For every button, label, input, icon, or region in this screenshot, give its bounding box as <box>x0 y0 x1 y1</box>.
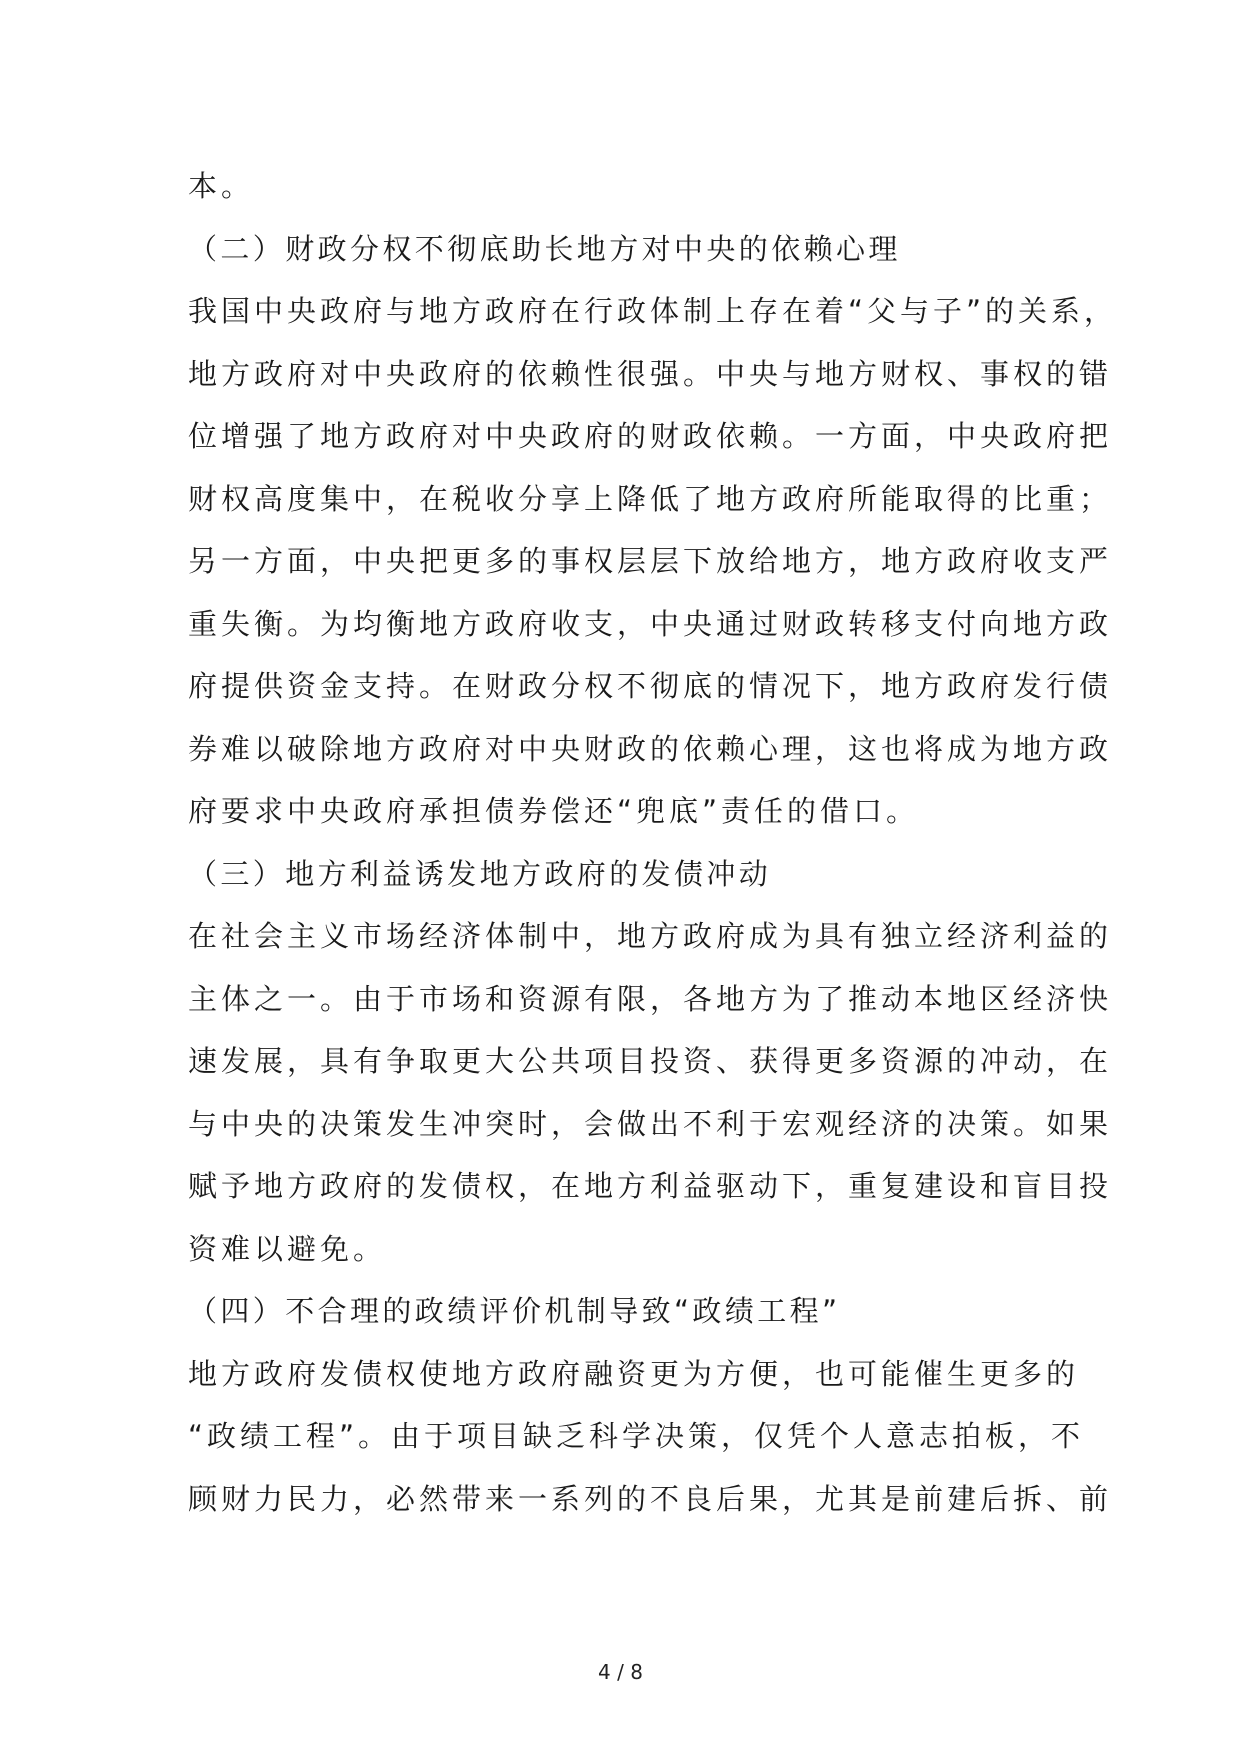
section-heading: （二）财政分权不彻底助长地方对中央的依赖心理 <box>188 231 901 266</box>
paragraph-line: 顾财力民力，必然带来一系列的不良后果，尤其是前建后拆、前 <box>188 1481 1113 1516</box>
page-number: 4 / 8 <box>598 1660 643 1684</box>
paragraph-line: 速发展，具有争取更大公共项目投资、获得更多资源的冲动，在 <box>188 1044 1113 1078</box>
paragraph-line: 财权高度集中，在税收分享上降低了地方政府所能取得的比重； <box>188 481 1113 516</box>
document-body <box>188 155 1118 1530</box>
paragraph-line: 我国中央政府与地方政府在行政体制上存在着“父与子”的关系， <box>188 294 1118 328</box>
paragraph-line: 府提供资金支持。在财政分权不彻底的情况下，地方政府发行债 <box>188 669 1113 703</box>
paragraph-line: 主体之一。由于市场和资源有限，各地方为了推动本地区经济快 <box>188 981 1113 1016</box>
paragraph-line: 券难以破除地方政府对中央财政的依赖心理，这也将成为地方政 <box>188 731 1113 766</box>
paragraph-line: 地方政府发债权使地方政府融资更为方便，也可能催生更多的 <box>188 1356 1080 1391</box>
paragraph-line: 与中央的决策发生冲突时，会做出不利于宏观经济的决策。如果 <box>188 1106 1113 1141</box>
section-heading: （三）地方利益诱发地方政府的发债冲动 <box>188 856 772 891</box>
paragraph-line: 另一方面，中央把更多的事权层层下放给地方，地方政府收支严 <box>188 544 1113 578</box>
paragraph-line: 府要求中央政府承担债券偿还“兜底”责任的借口。 <box>188 794 920 828</box>
paragraph-line: 资难以避免。 <box>188 1231 387 1266</box>
paragraph-line: 地方政府对中央政府的依赖性很强。中央与地方财权、事权的错 <box>188 356 1113 391</box>
paragraph-line: 赋予地方政府的发债权，在地方利益驱动下，重复建设和盲目投 <box>188 1169 1113 1203</box>
paragraph-line: 位增强了地方政府对中央政府的财政依赖。一方面，中央政府把 <box>188 419 1113 453</box>
paragraph-line: “政绩工程”。由于项目缺乏科学决策，仅凭个人意志拍板，不 <box>188 1419 1085 1453</box>
paragraph-line: 重失衡。为均衡地方政府收支，中央通过财政转移支付向地方政 <box>188 606 1113 641</box>
paragraph-line: 本。 <box>188 169 255 203</box>
section-heading: （四）不合理的政绩评价机制导致“政绩工程” <box>188 1294 841 1328</box>
paragraph-line: 在社会主义市场经济体制中，地方政府成为具有独立经济利益的 <box>188 919 1113 953</box>
